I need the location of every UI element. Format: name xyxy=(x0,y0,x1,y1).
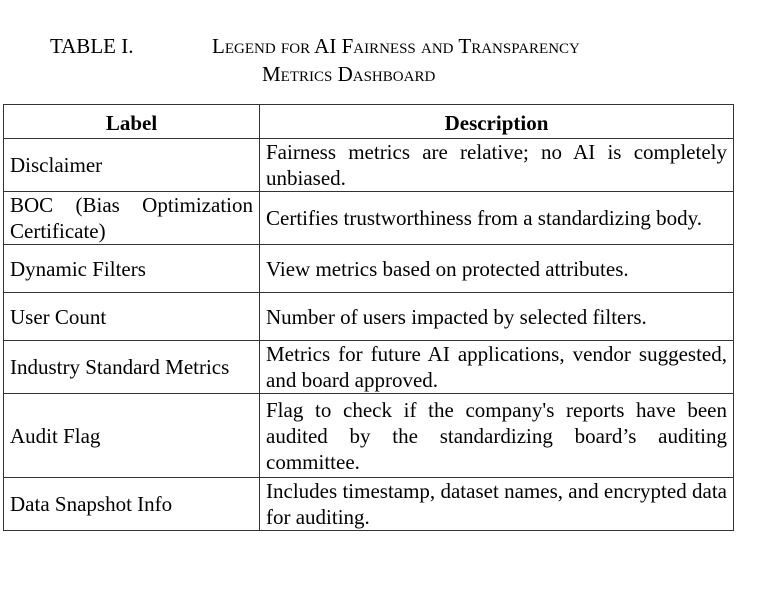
table-row xyxy=(4,478,734,531)
table-row xyxy=(4,192,734,245)
legend-table xyxy=(3,104,734,531)
row-description: View metrics based on protected attributes. xyxy=(260,245,734,293)
table-row xyxy=(4,139,734,192)
row-label: Dynamic Filters xyxy=(4,245,260,293)
column-header-label: Label xyxy=(4,105,260,139)
row-label: Data Snapshot Info xyxy=(4,478,260,531)
table-number: TABLE I. xyxy=(50,34,134,58)
row-description: Number of users impacted by selected filters. xyxy=(260,293,734,341)
column-header-description: Description xyxy=(260,105,734,139)
row-description: Flag to check if the company's reports have been audited by the standardizing board’s auditing committee. xyxy=(260,394,734,478)
table-title-line-2: Metrics Dashboard xyxy=(262,62,436,86)
table-title-line-1: Legend for AI Fairness and Transparency xyxy=(212,34,580,58)
row-label: Disclaimer xyxy=(4,139,260,192)
table-row xyxy=(4,394,734,478)
row-label: Industry Standard Metrics xyxy=(4,341,260,394)
table-row xyxy=(4,341,734,394)
row-description: Includes timestamp, dataset names, and encrypted data for auditing. xyxy=(260,478,734,531)
row-label: Audit Flag xyxy=(4,394,260,478)
row-label: User Count xyxy=(4,293,260,341)
row-label: BOC (Bias Optimization Certificate) xyxy=(4,192,260,245)
row-description: Fairness metrics are relative; no AI is completely unbiased. xyxy=(260,139,734,192)
table-row xyxy=(4,293,734,341)
row-description: Metrics for future AI applications, vendor suggested, and board approved. xyxy=(260,341,734,394)
table-header-row xyxy=(4,105,734,139)
row-description: Certifies trustworthiness from a standardizing body. xyxy=(260,192,734,245)
table-row xyxy=(4,245,734,293)
